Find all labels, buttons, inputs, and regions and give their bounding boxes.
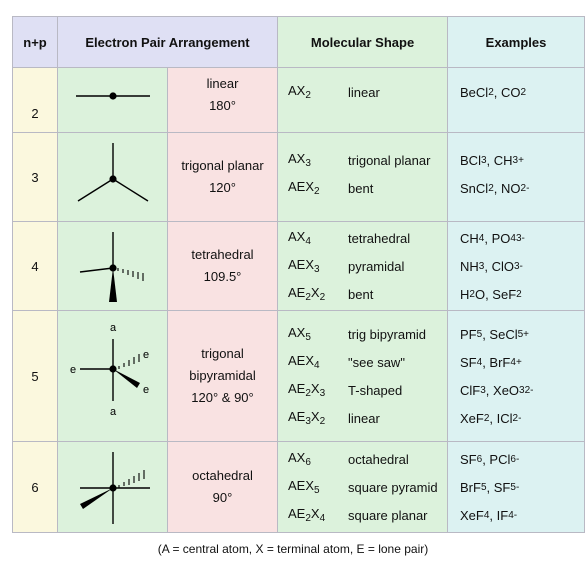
shape-formula: $AX_4$: [288, 229, 311, 247]
trigonal-bipyramidal-geometry-diagram: [58, 311, 168, 441]
shape-formula: $AX_3$: [288, 151, 311, 169]
vsepr-table: [12, 16, 585, 533]
shape-cell: [278, 133, 448, 222]
shape-name: bent: [348, 180, 374, 196]
shape-formula: $AEX_5$: [288, 478, 320, 496]
header-shape: Molecular Shape: [278, 17, 448, 68]
example-entry: XeF 2 , ICl 2 -: [460, 410, 522, 426]
shape-entry: [278, 320, 447, 348]
example-entry: ClF 3 , XeO 3 2-: [460, 382, 534, 398]
header-row: [13, 17, 585, 68]
shape-entry: [278, 280, 447, 308]
bond-angle: 120°: [209, 180, 236, 195]
example-entry: SF 6 , PCl 6 -: [460, 451, 520, 467]
example-entry: BeCl 2 , CO 2: [460, 84, 527, 100]
octahedral-geometry-diagram: [58, 442, 168, 532]
header-arrangement: Electron Pair Arrangement: [58, 17, 278, 68]
shape-name: "see saw": [348, 354, 405, 370]
example-entry: BCl 3 , CH 3 +: [460, 152, 524, 168]
tetrahedral-geometry-diagram: [58, 222, 168, 310]
example-entry: SnCl 2 , NO 2 -: [460, 180, 530, 196]
header-examples: Examples: [448, 17, 585, 68]
trigonal-planar-geometry-diagram: [58, 133, 168, 221]
np-cell: [13, 311, 58, 442]
np-value: 2: [31, 105, 39, 121]
table-row: [13, 68, 585, 133]
bond-angle: 180°: [209, 98, 236, 113]
np-cell: [13, 133, 58, 222]
examples-cell: [448, 133, 585, 222]
example-entry: SF 4 , BrF 4 +: [460, 354, 522, 370]
np-cell: [13, 68, 58, 133]
examples-cell: [448, 68, 585, 133]
shape-formula: $AE_2X_2$: [288, 285, 326, 303]
shape-name: trigonal planar: [348, 152, 431, 168]
geometry-figure-trigonal-bipyramidal: [58, 311, 168, 442]
shape-formula: $AE_3X_2$: [288, 409, 326, 427]
shape-name: T-shaped: [348, 382, 403, 398]
arrangement-name: trigonal bipyramidal: [189, 346, 256, 383]
legend-note: (A = central atom, X = terminal atom, E = lone pair): [157, 542, 429, 556]
axial-label-bottom: a: [109, 406, 117, 418]
shape-name: bent: [348, 286, 374, 302]
arrangement-cell: [168, 68, 278, 133]
arrangement-name: tetrahedral: [191, 247, 254, 262]
shape-entry: [278, 404, 447, 432]
shape-name: tetrahedral: [348, 230, 411, 246]
arrangement-cell: [168, 442, 278, 533]
table-row: [13, 133, 585, 222]
bond-angle: 120° & 90°: [191, 390, 254, 405]
bond-angle: 90°: [212, 490, 233, 505]
shape-cell: [278, 311, 448, 442]
table-row: [13, 442, 585, 533]
shape-cell: [278, 222, 448, 311]
examples-cell: [448, 311, 585, 442]
shape-entry: [278, 376, 447, 404]
example-entry: XeF 4 , IF 4 -: [460, 507, 518, 523]
np-cell: [13, 222, 58, 311]
shape-entry: [278, 174, 447, 202]
example-entry: PF 5 , SeCl 5 +: [460, 326, 530, 342]
arrangement-cell: [168, 311, 278, 442]
shape-formula: $AEX_4$: [288, 353, 320, 371]
table-row: [13, 311, 585, 442]
shape-entry: [278, 501, 447, 529]
examples-cell: [448, 442, 585, 533]
axial-label-top: a: [109, 322, 117, 334]
shape-name: linear: [348, 410, 380, 426]
example-entry: BrF 5 , SF 5 -: [460, 479, 520, 495]
examples-cell: [448, 222, 585, 311]
shape-entry: [278, 224, 447, 252]
shape-entry: [278, 252, 447, 280]
arrangement-cell: [168, 133, 278, 222]
arrangement-cell: [168, 222, 278, 311]
header-np: n+p: [13, 17, 58, 68]
shape-entry: [278, 445, 447, 473]
shape-name: square planar: [348, 507, 428, 523]
example-entry: H 2 O, SeF 2: [460, 286, 522, 302]
arrangement-name: trigonal planar: [181, 158, 264, 173]
table-row: [13, 222, 585, 311]
shape-formula: $AE_2X_4$: [288, 506, 326, 524]
shape-name: trig bipyramid: [348, 326, 427, 342]
arrangement-name: octahedral: [192, 468, 253, 483]
shape-name: pyramidal: [348, 258, 405, 274]
example-entry: CH 4 , PO 4 3-: [460, 230, 525, 246]
shape-entry: [278, 473, 447, 501]
geometry-figure-octahedral: [58, 442, 168, 533]
example-entry: NH 3 , ClO 3 -: [460, 258, 523, 274]
shape-formula: $AE_2X_3$: [288, 381, 326, 399]
equatorial-label-back: e: [143, 349, 150, 361]
geometry-figure-tetrahedral: [58, 222, 168, 311]
shape-entry: [278, 348, 447, 376]
geometry-figure-trigonal-planar: [58, 133, 168, 222]
shape-entry: [278, 146, 447, 174]
shape-formula: $AX_6$: [288, 450, 311, 468]
np-value: 3: [31, 169, 39, 185]
shape-formula: $AEX_2$: [288, 179, 320, 197]
np-value: 5: [31, 368, 39, 384]
shape-cell: [278, 68, 448, 133]
np-cell: [13, 442, 58, 533]
shape-formula: $AX_5$: [288, 325, 311, 343]
shape-formula: $AEX_3$: [288, 257, 320, 275]
np-value: 4: [31, 258, 39, 274]
shape-name: square pyramid: [348, 479, 438, 495]
equatorial-label-left: e: [70, 364, 77, 376]
shape-entry: [278, 78, 447, 106]
arrangement-name: linear: [206, 76, 239, 91]
np-value: 6: [31, 479, 39, 495]
shape-cell: [278, 442, 448, 533]
shape-name: octahedral: [348, 451, 409, 467]
shape-formula: $AX_2$: [288, 83, 311, 101]
shape-name: linear: [348, 84, 380, 100]
equatorial-label-front: e: [143, 384, 150, 396]
geometry-figure-linear: [58, 68, 168, 133]
bond-angle: 109.5°: [203, 269, 242, 284]
linear-geometry-diagram: [58, 68, 168, 132]
